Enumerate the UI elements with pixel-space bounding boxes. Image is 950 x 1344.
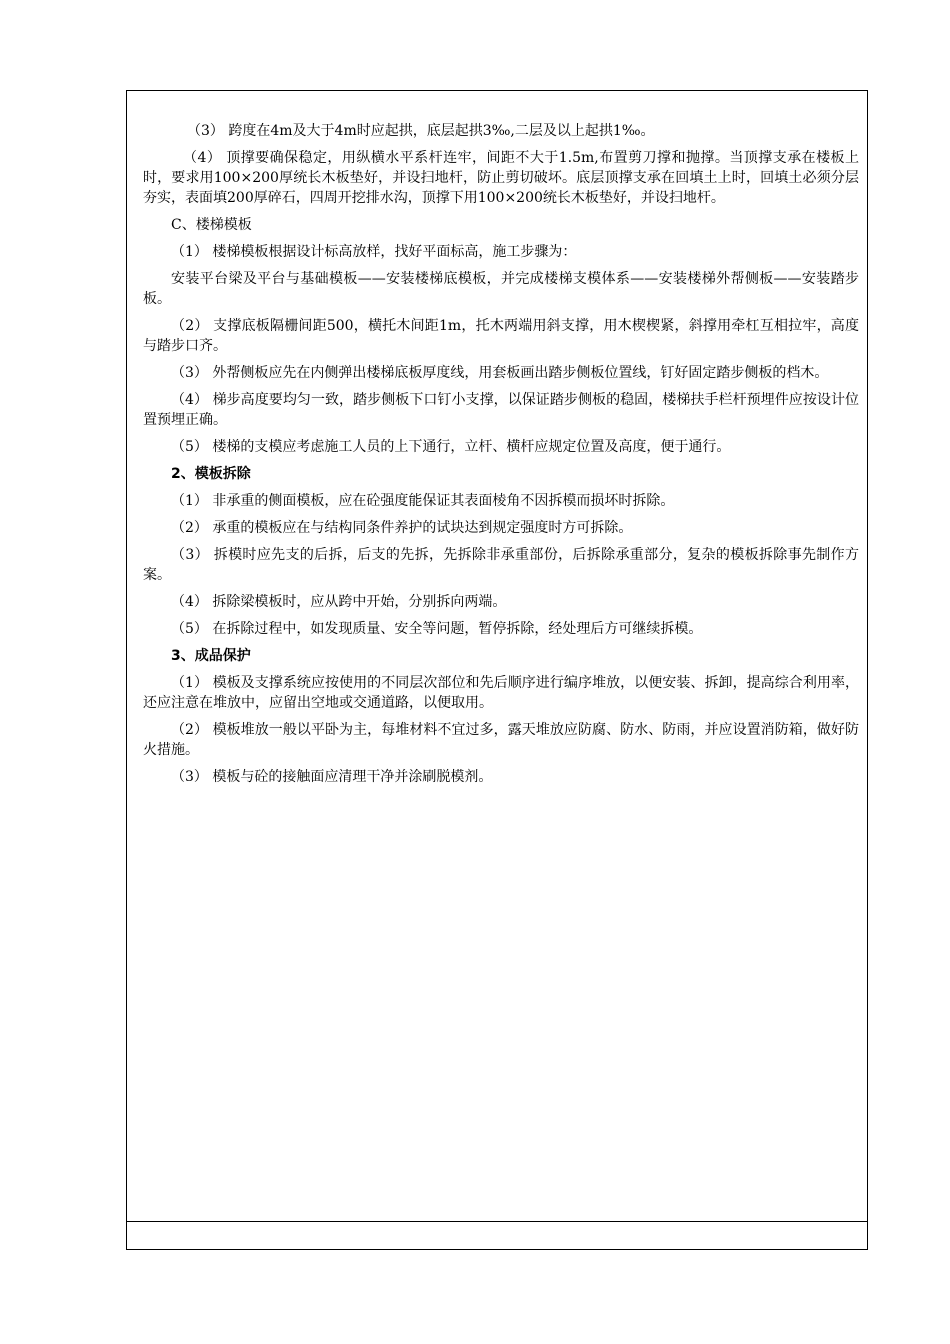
body-paragraph: （3） 跨度在4m及大于4m时应起拱，底层起拱3‰,二层及以上起拱1‰。 [187, 123, 655, 139]
body-paragraph: （2） 承重的模板应在与结构同条件养护的试块达到规定强度时方可拆除。 [171, 520, 633, 536]
section-heading: 3、成品保护 [171, 648, 251, 664]
table-bottom-row-divider [127, 1221, 867, 1222]
body-paragraph: C、楼梯模板 [171, 217, 252, 233]
body-paragraph: （3） 拆模时应先支的后拆，后支的先拆，先拆除非承重部份，后拆除承重部分，复杂的模板拆除事先制作方案。 [143, 547, 859, 583]
body-paragraph: （1） 非承重的侧面模板，应在砼强度能保证其表面棱角不因拆模而损坏时拆除。 [171, 493, 675, 509]
body-paragraph: （5） 在拆除过程中，如发现质量、安全等问题，暂停拆除，经处理后方可继续拆模。 [171, 621, 703, 637]
document-table-frame [126, 90, 868, 1250]
body-paragraph: （2） 模板堆放一般以平卧为主，每堆材料不宜过多，露天堆放应防腐、防水、防雨，并应设置消防箱，做好防火措施。 [143, 722, 859, 758]
body-paragraph: （4） 拆除梁模板时，应从跨中开始，分别拆向两端。 [171, 594, 507, 610]
body-paragraph: （4） 梯步高度要均匀一致，踏步侧板下口钉小支撑，以保证踏步侧板的稳固，楼梯扶手栏杆预埋件应按设计位置预埋正确。 [143, 392, 859, 428]
section-heading: 2、模板拆除 [171, 466, 251, 482]
body-paragraph: （4） 顶撑要确保稳定，用纵横水平系杆连牢，间距不大于1.5m,布置剪刀撑和抛撑。当顶撑支承在楼板上时，要求用100×200厚统长木板垫好，并设扫地杆，防止剪切破坏。底层顶撑支承在回填土上时，回填土必须分层夯实，表面填200厚碎石，四周开挖排水沟，顶撑下用100×200统长木板垫好，并设扫地杆。 [143, 150, 859, 206]
body-paragraph: （2） 支撑底板隔栅间距500，横托木间距1m，托木两端用斜支撑，用木楔楔紧，斜撑用牵杠互相拉牢，高度与踏步口齐。 [143, 318, 859, 354]
body-paragraph: 安装平台梁及平台与基础模板——安装楼梯底模板，并完成楼梯支模体系——安装楼梯外帮侧板——安装踏步板。 [143, 271, 859, 307]
body-paragraph: （1） 楼梯模板根据设计标高放样，找好平面标高，施工步骤为： [171, 244, 577, 260]
body-paragraph: （5） 楼梯的支模应考虑施工人员的上下通行，立杆、横杆应规定位置及高度，便于通行。 [171, 439, 731, 455]
body-paragraph: （3） 外帮侧板应先在内侧弹出楼梯底板厚度线，用套板画出踏步侧板位置线，钉好固定踏步侧板的档木。 [171, 365, 829, 381]
body-paragraph: （3） 模板与砼的接触面应清理干净并涂刷脱模剂。 [171, 769, 493, 785]
body-paragraph: （1） 模板及支撑系统应按使用的不同层次部位和先后顺序进行编序堆放，以便安装、拆卸，提高综合利用率，还应注意在堆放中，应留出空地或交通道路，以便取用。 [143, 675, 859, 711]
document-body [143, 121, 859, 794]
